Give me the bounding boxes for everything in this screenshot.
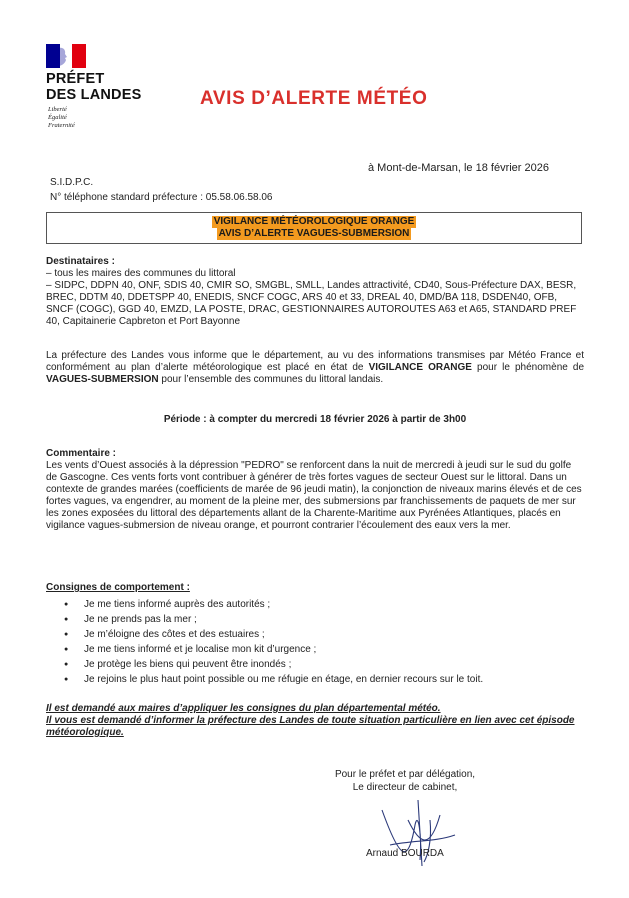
motto-liberte: Liberté [48,106,67,113]
commentaire-section [46,448,584,532]
prefecture-name [46,71,141,103]
vigilance-line-1: VIGILANCE MÉTÉOROLOGIQUE ORANGE [213,216,415,227]
destinataires-line1: – tous les maires des communes du littoral [46,268,236,279]
intro-phenomene: VAGUES-SUBMERSION [46,374,159,385]
sender-info [50,175,273,205]
intro-part3: pour le phénomène de [471,362,585,373]
intro-part5: pour l’ensemble des communes du littoral landais. [158,374,384,385]
consigne-item: ● Je m’éloigne des côtes et des estuaires ; [64,627,483,642]
intro-paragraph [46,350,584,386]
flag-red-band [72,44,86,68]
consignes-heading: Consignes de comportement : [46,582,190,593]
consigne-item: ● Je protège les biens qui peuvent être inondés ; [64,657,483,672]
demande-maires: Il est demandé aux maires d’appliquer les consignes du plan départemental météo. [46,703,441,714]
prefecture-name-line1: PRÉFET [46,71,105,87]
signature-line2: Le directeur de cabinet, [352,782,458,793]
consigne-item: ● Je me tiens informé et je localise mon kit d’urgence ; [64,642,483,657]
document-date: à Mont-de-Marsan, le 18 février 2026 [368,162,549,174]
consigne-item: ● Je ne prends pas la mer ; [64,612,483,627]
phone-line: N° téléphone standard préfecture : 05.58.06.58.06 [50,192,273,203]
sidpc-label: S.I.D.P.C. [50,177,94,188]
document-title: AVIS D’ALERTE MÉTÉO [200,88,428,109]
consignes-list [64,597,483,688]
intro-vigilance-orange: VIGILANCE ORANGE [368,362,472,373]
motto-fraternite: Fraternité [48,122,75,129]
intro-part1: La préfecture des Landes vous informe que le département, au vu des informations transmises par Météo France et conformément au plan d’alerte météorologique est placé en état de [46,350,584,373]
commentaire-text: Les vents d’Ouest associés à la dépression "PEDRO" se renforcent dans la nuit de mercredi à jeudi sur le sud du golfe de Gascogne. Ces vents forts vont contribuer à générer de très fortes vagues de secteur Ouest sur le littoral. Dans un contexte de grandes marées (coefficients de marée de 96 jeudi matin), la conjonction de niveaux marins élevés et de ces fortes vagues, va engendrer, au moment de la pleine mer, des submersions par franchissements de paquets de mer sur les zones exposées du littoral des départements allant de la Charente-Maritime aux Pyrénées Atlantiques, placés en vigilance vagues-submersion de niveau orange, et pourront contrarier l’écoulement des eaux vers la mer. [46,460,582,531]
republic-motto [48,106,75,130]
consigne-item: ● Je rejoins le plus haut point possible ou me réfugie en étage, en dernier recours sur le toit. [64,672,483,687]
vigilance-box [46,212,582,244]
consigne-item: ● Je me tiens informé auprès des autorités ; [64,597,483,612]
vigilance-line-2: AVIS D’ALERTE VAGUES-SUBMERSION [218,228,410,239]
destinataires-heading: Destinataires : [46,256,115,267]
prefecture-name-line2: DES LANDES [46,87,142,103]
motto-egalite: Égalité [48,114,67,121]
destinataires-line2: – SIDPC, DDPN 40, ONF, SDIS 40, CMIR SO, SMGBL, SMLL, Landes attractivité, CD40, Sous-Préfecture DAX, BESR, BREC, DDTM 40, DDETSPP 40, ENEDIS, SNCF COGC, ARS 40 et 33, DREAL 40, DMD/BA 118, DSDEN40, OFB, SNCF (COGC), GGD 40, EMZD, LA POSTE, DRAC, GESTIONNAIRES AUTOROUTES A63 et A65, STANDARD PREF 40, Capitainerie Capbreton et Port Bayonne [46,280,577,327]
periode-line: Période : à compter du mercredi 18 février 2026 à partir de 3h00 [163,414,467,425]
demandes-section [46,703,584,739]
signatory-name: Arnaud BOURDA [366,848,444,859]
destinataires-section [46,256,584,328]
signature-line1: Pour le préfet et par délégation, [334,769,476,780]
marianne-profile-icon [56,46,72,68]
commentaire-heading: Commentaire : [46,448,117,459]
demande-informer: Il vous est demandé d’informer la préfecture des Landes de toute situation particulière en lien avec cet épisode météorologique. [46,715,575,738]
